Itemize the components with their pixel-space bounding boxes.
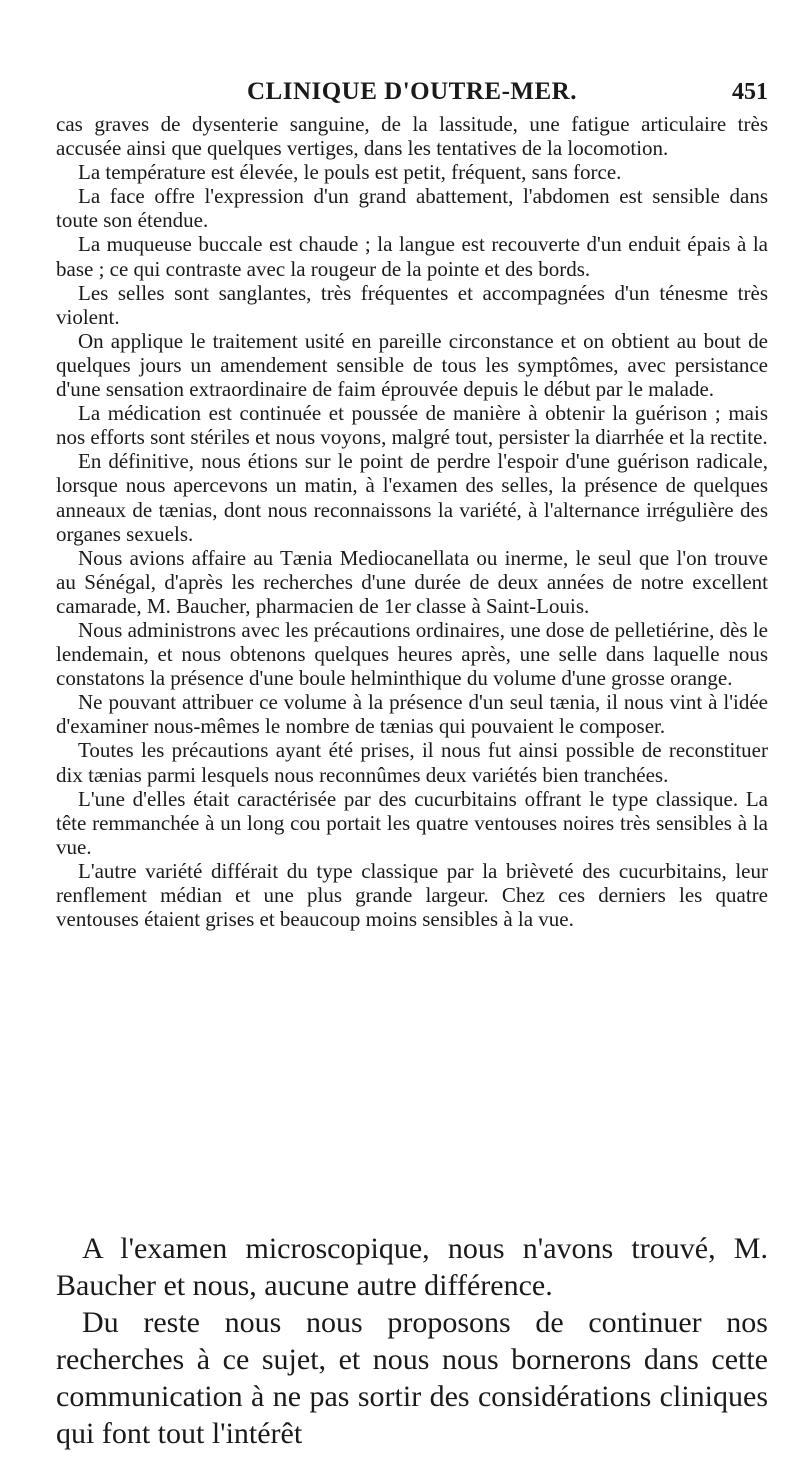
paragraph: La muqueuse buccale est chaude ; la langue est recouverte d'un enduit épais à la base ; ce qui contraste avec la rougeur de la pointe et des bords. <box>56 232 768 281</box>
paragraph: Les selles sont sanglantes, très fréquentes et accompagnées d'un ténesme très violent. <box>56 280 768 329</box>
paragraph: Nous administrons avec les précautions ordinaires, une dose de pelletiérine, dès le lendemain, et nous obtenons quelques heures après, une selle dans laquelle nous constatons la présence d'une boule helminthique du volume d'une grosse orange. <box>56 617 768 691</box>
paragraph: L'une d'elles était caractérisée par des cucurbitains offrant le type classique. La tête remmanchée à un long cou portait les quatre ventouses noires très sensibles à la vue. <box>56 786 768 859</box>
large-type-section <box>56 1230 768 1452</box>
paragraph: On applique le traitement usité en pareille circonstance et on obtient au bout de quelques jours un amendement sensible de tous les symptômes, avec persistance d'une sensation extraordinaire de faim éprouvée depuis le début par le malade. <box>56 328 768 402</box>
paragraph: A l'examen microscopique, nous n'avons trouvé, M. Baucher et nous, aucune autre différence. <box>56 1232 768 1302</box>
paragraph: cas graves de dysenterie sanguine, de la lassitude, une fatigue articulaire très accusée ainsi que quelques vertiges, dans les tentatives de la locomotion. <box>56 112 768 161</box>
paragraph: La médication est continuée et poussée de manière à obtenir la guérison ; mais nos efforts sont stériles et nous voyons, malgré tout, persister la diarrhée et la rectite. <box>56 401 768 450</box>
page-number: 451 <box>732 79 768 105</box>
paragraph: Ne pouvant attribuer ce volume à la présence d'un seul tænia, il nous vint à l'idée d'examiner nous-mêmes le nombre de tænias qui pouvaient le composer. <box>56 690 768 739</box>
paragraph: La température est élevée, le pouls est petit, fréquent, sans force. <box>78 160 622 185</box>
paragraph: Du reste nous nous proposons de continuer nos recherches à ce sujet, et nous nous bornerons dans cette communication à ne pas sortir des considérations cliniques qui font tout l'intérêt <box>56 1306 768 1450</box>
paragraph: L'autre variété différait du type classique par la brièveté des cucurbitains, leur renflement médian et une plus grande largeur. Chez ces derniers les quatre ventouses étaient grises et beaucoup moins sensibles à la vue. <box>56 858 768 932</box>
paragraph: Nous avions affaire au Tænia Mediocanellata ou inerme, le seul que l'on trouve au Sénégal, d'après les recherches d'une durée de deux années de notre excellent camarade, M. Baucher, pharmacien de 1er classe à Saint-Louis. <box>56 545 768 618</box>
running-title: CLINIQUE D'OUTRE-MER. <box>247 78 577 105</box>
paragraph: La face offre l'expression d'un grand abattement, l'abdomen est sensible dans toute son étendue. <box>56 184 768 233</box>
running-header <box>56 72 768 112</box>
paragraph: En définitive, nous étions sur le point de perdre l'espoir d'une guérison radicale, lorsque nous apercevons un matin, à l'examen des selles, la présence de quelques anneaux de tænias, dont nous reconnaissons la variété, à l'alternance irrégulière des organes sexuels. <box>56 449 768 546</box>
paragraph: Toutes les précautions ayant été prises, il nous fut ainsi possible de reconstituer dix tænias parmi lesquels nous reconnûmes deux variétés bien tranchées. <box>56 738 768 787</box>
body-text <box>56 112 768 931</box>
